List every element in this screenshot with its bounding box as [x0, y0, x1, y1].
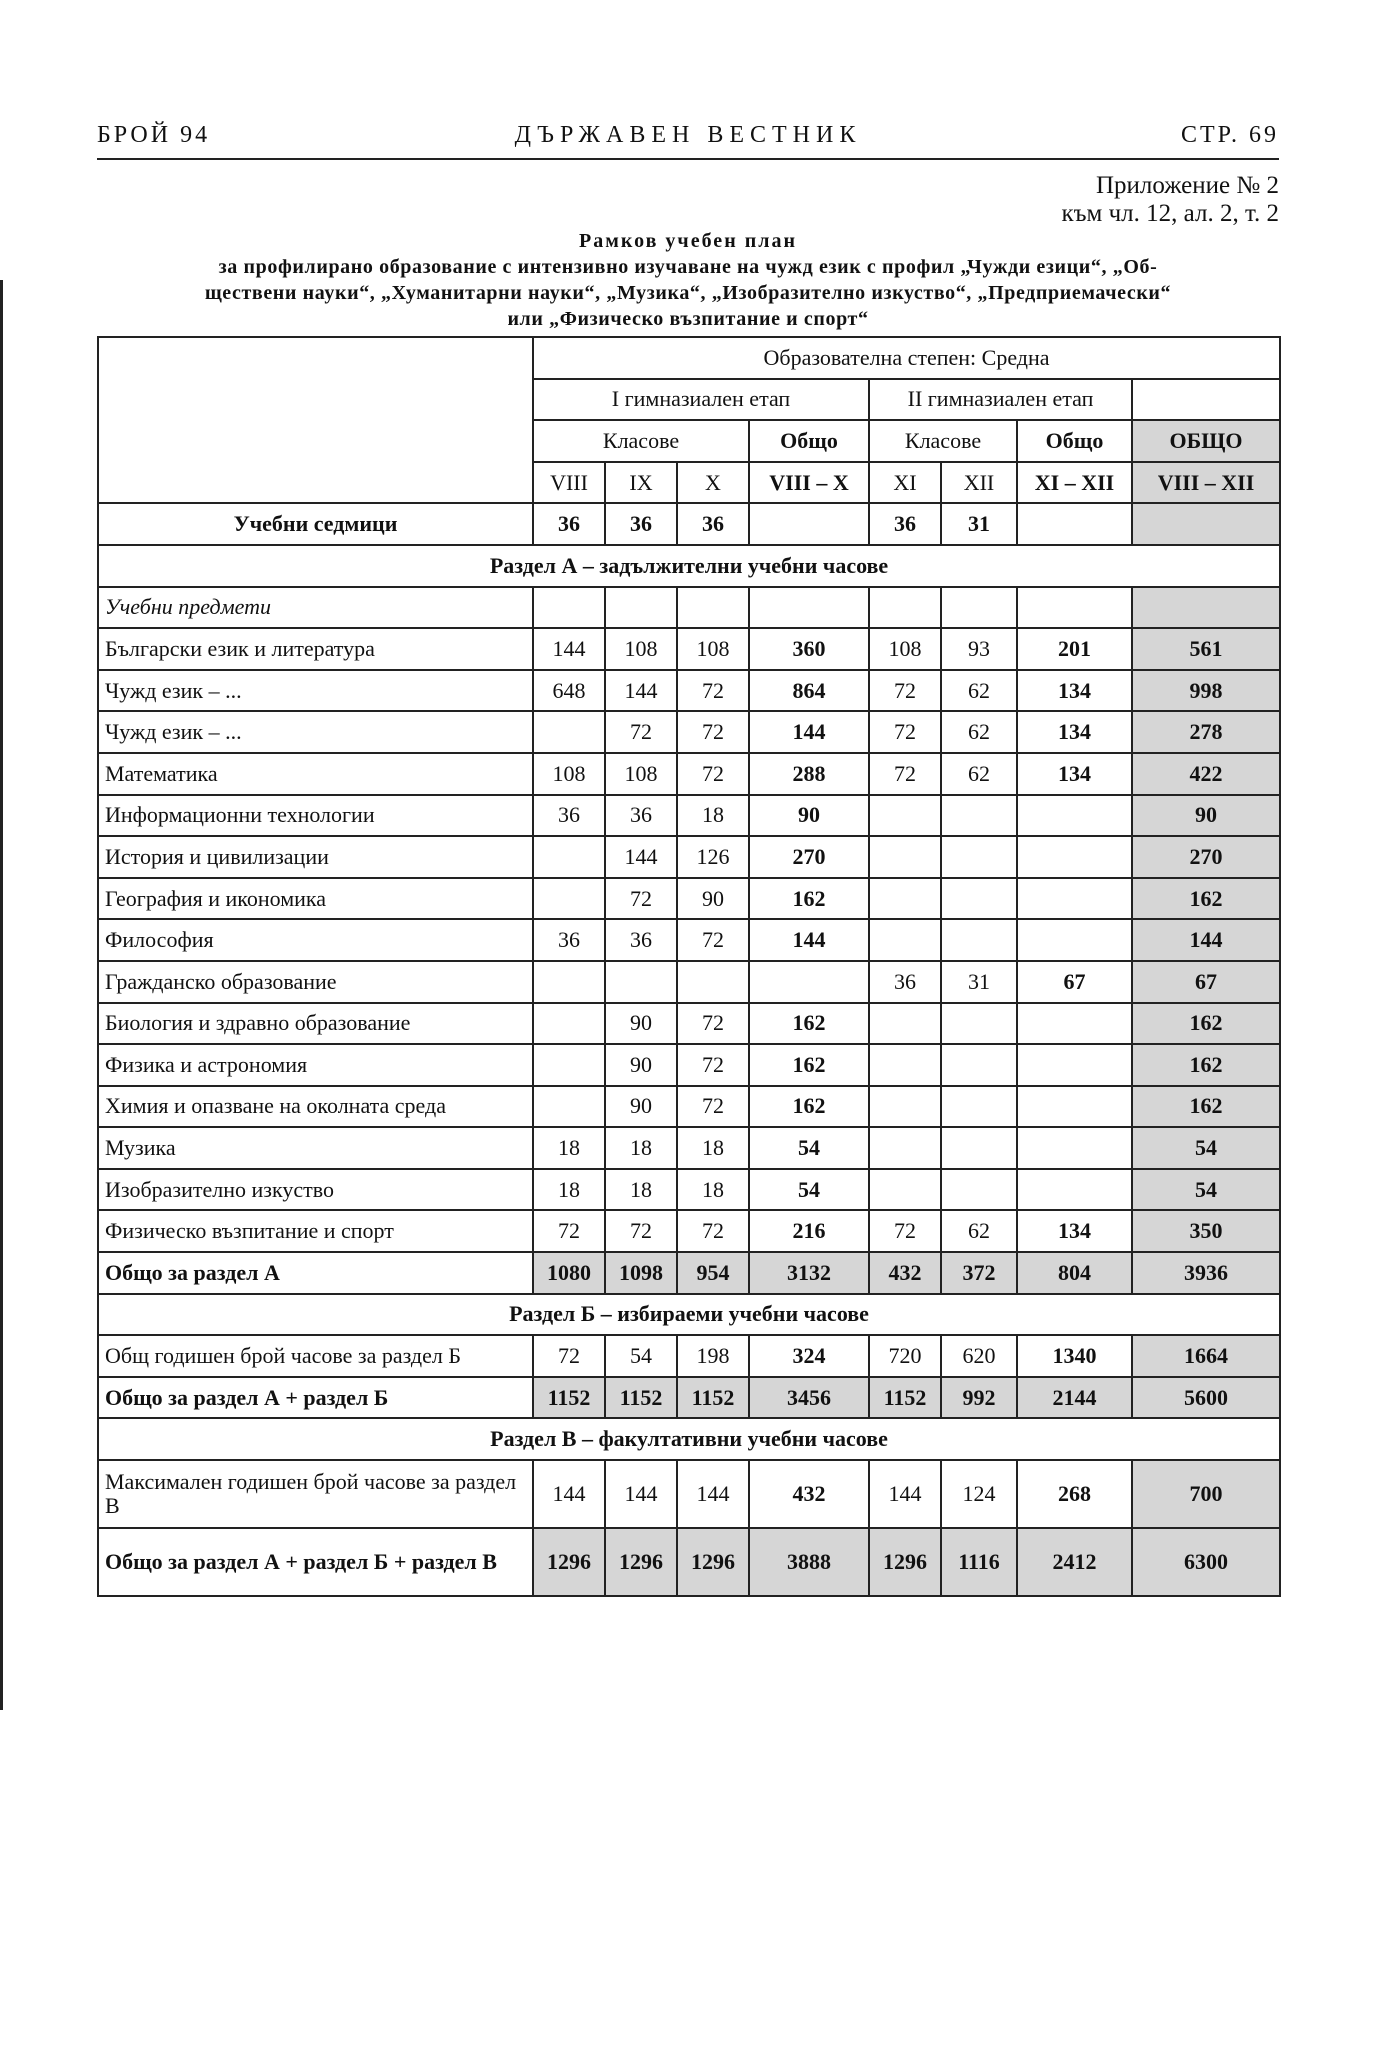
value-cell: 72 [677, 753, 749, 795]
value-cell: 3936 [1132, 1252, 1280, 1294]
value-cell: 1296 [677, 1528, 749, 1596]
row-label: Информационни технологии [98, 795, 533, 837]
value-cell: 72 [869, 670, 941, 712]
subject-row [98, 711, 1280, 753]
value-cell: 18 [677, 1169, 749, 1211]
title-line-2: ществени науки“, „Хуманитарни науки“, „Музика“, „Изобразително изкуство“, „Предприемачески“ [204, 282, 1172, 304]
value-cell [869, 1003, 941, 1045]
title-line-3: или „Физическо възпитание и спорт“ [507, 308, 869, 330]
value-cell: 36 [677, 503, 749, 545]
value-cell [533, 1044, 605, 1086]
classes-1-header: Класове [533, 420, 749, 462]
value-cell: 62 [941, 1210, 1017, 1252]
value-cell: 3888 [749, 1528, 869, 1596]
value-cell: 18 [533, 1127, 605, 1169]
value-cell: 162 [1132, 878, 1280, 920]
value-cell [941, 1086, 1017, 1128]
subject-row [98, 1127, 1280, 1169]
value-cell: 162 [749, 1044, 869, 1086]
classes-2-header: Класове [869, 420, 1017, 462]
row-label: Чужд език – ... [98, 670, 533, 712]
value-cell: 134 [1017, 753, 1132, 795]
value-cell: 134 [1017, 1210, 1132, 1252]
total-section-abv-row [98, 1528, 1280, 1596]
value-cell [533, 878, 605, 920]
value-cell [941, 878, 1017, 920]
value-cell: 62 [941, 670, 1017, 712]
row-label: Изобразително изкуство [98, 1169, 533, 1211]
value-cell: 198 [677, 1335, 749, 1377]
value-cell: 288 [749, 753, 869, 795]
value-cell [941, 1003, 1017, 1045]
value-cell: 72 [533, 1335, 605, 1377]
title-main: Рамков учебен план [579, 230, 797, 252]
value-cell: 5600 [1132, 1377, 1280, 1419]
row-label: Общ годишен брой часове за раздел Б [98, 1335, 533, 1377]
subject-row [98, 628, 1280, 670]
value-cell: 31 [941, 503, 1017, 545]
value-cell: 36 [533, 795, 605, 837]
value-cell: 162 [749, 878, 869, 920]
document-title [97, 228, 1279, 332]
subject-row [98, 753, 1280, 795]
value-cell: 270 [1132, 836, 1280, 878]
value-cell: 620 [941, 1335, 1017, 1377]
value-cell: 1296 [533, 1528, 605, 1596]
issue-number: БРОЙ 94 [97, 122, 211, 148]
stage-blank-cell [1132, 379, 1280, 421]
section-b-heading-row [98, 1294, 1280, 1336]
subject-row [98, 836, 1280, 878]
value-cell [869, 1127, 941, 1169]
value-cell: 2412 [1017, 1528, 1132, 1596]
value-cell: 720 [869, 1335, 941, 1377]
section-heading: Раздел В – факултативни учебни часове [98, 1418, 1280, 1460]
subject-row [98, 961, 1280, 1003]
value-cell: 1152 [869, 1377, 941, 1419]
value-cell: 54 [749, 1169, 869, 1211]
value-cell [533, 961, 605, 1003]
value-cell: 72 [869, 711, 941, 753]
value-cell: 67 [1017, 961, 1132, 1003]
subject-row [98, 878, 1280, 920]
value-cell: 72 [677, 670, 749, 712]
empty-cell [749, 587, 869, 629]
subject-row [98, 1086, 1280, 1128]
value-cell: 201 [1017, 628, 1132, 670]
row-label: Биология и здравно образование [98, 1003, 533, 1045]
grade-column-header: XI – XII [1017, 462, 1132, 504]
value-cell: 804 [1017, 1252, 1132, 1294]
row-label: Физика и астрономия [98, 1044, 533, 1086]
value-cell: 144 [749, 711, 869, 753]
grade-column-header: X [677, 462, 749, 504]
page-number: СТР. 69 [1180, 122, 1279, 148]
value-cell: 1152 [677, 1377, 749, 1419]
grade-column-header: XI [869, 462, 941, 504]
grade-column-header: VIII – X [749, 462, 869, 504]
row-label: Общо за раздел А [98, 1252, 533, 1294]
row-label: Чужд език – ... [98, 711, 533, 753]
value-cell: 144 [533, 1460, 605, 1528]
value-cell: 72 [677, 1044, 749, 1086]
value-cell [941, 1044, 1017, 1086]
value-cell: 72 [605, 878, 677, 920]
value-cell: 90 [605, 1003, 677, 1045]
value-cell: 144 [1132, 919, 1280, 961]
value-cell: 1098 [605, 1252, 677, 1294]
value-cell [1017, 1044, 1132, 1086]
section-a-heading-row [98, 545, 1280, 587]
row-label: Философия [98, 919, 533, 961]
value-cell: 954 [677, 1252, 749, 1294]
value-cell: 36 [869, 961, 941, 1003]
subject-row [98, 1003, 1280, 1045]
subject-row [98, 1210, 1280, 1252]
value-cell: 360 [749, 628, 869, 670]
value-cell: 93 [941, 628, 1017, 670]
value-cell: 18 [533, 1169, 605, 1211]
value-cell: 144 [605, 1460, 677, 1528]
row-label: Учебни седмици [98, 503, 533, 545]
value-cell: 324 [749, 1335, 869, 1377]
row-label: Физическо възпитание и спорт [98, 1210, 533, 1252]
value-cell: 1296 [605, 1528, 677, 1596]
value-cell: 134 [1017, 711, 1132, 753]
value-cell [941, 1127, 1017, 1169]
weeks-row [98, 503, 1280, 545]
value-cell: 36 [605, 503, 677, 545]
value-cell: 432 [869, 1252, 941, 1294]
value-cell: 72 [677, 919, 749, 961]
value-cell [677, 961, 749, 1003]
value-cell: 6300 [1132, 1528, 1280, 1596]
value-cell: 1296 [869, 1528, 941, 1596]
empty-cell [869, 587, 941, 629]
value-cell: 90 [605, 1044, 677, 1086]
value-cell: 124 [941, 1460, 1017, 1528]
subjects-label: Учебни предмети [98, 587, 533, 629]
value-cell: 1080 [533, 1252, 605, 1294]
value-cell [1017, 919, 1132, 961]
total-1-header: Общо [749, 420, 869, 462]
value-cell: 108 [869, 628, 941, 670]
value-cell: 162 [749, 1086, 869, 1128]
subject-row [98, 795, 1280, 837]
value-cell: 144 [749, 919, 869, 961]
curriculum-table [97, 336, 1281, 1597]
value-cell: 162 [1132, 1044, 1280, 1086]
value-cell: 67 [1132, 961, 1280, 1003]
value-cell: 648 [533, 670, 605, 712]
value-cell [1017, 1003, 1132, 1045]
value-cell [941, 1169, 1017, 1211]
value-cell [941, 919, 1017, 961]
empty-cell [1132, 587, 1280, 629]
section-heading: Раздел А – задължителни учебни часове [98, 545, 1280, 587]
value-cell: 36 [605, 795, 677, 837]
row-label: Български език и литература [98, 628, 533, 670]
subject-row [98, 1044, 1280, 1086]
value-cell [869, 1169, 941, 1211]
value-cell: 216 [749, 1210, 869, 1252]
value-cell: 72 [533, 1210, 605, 1252]
subjects-label-row [98, 587, 1280, 629]
row-label: Химия и опазване на околната среда [98, 1086, 533, 1128]
value-cell: 36 [533, 503, 605, 545]
value-cell: 1152 [605, 1377, 677, 1419]
value-cell: 144 [605, 836, 677, 878]
empty-cell [677, 587, 749, 629]
value-cell [869, 795, 941, 837]
degree-header: Образователна степен: Средна [533, 337, 1280, 379]
value-cell: 90 [749, 795, 869, 837]
value-cell: 54 [1132, 1169, 1280, 1211]
journal-title: ДЪРЖАВЕН ВЕСТНИК [514, 122, 862, 148]
value-cell: 162 [1132, 1003, 1280, 1045]
value-cell: 18 [605, 1127, 677, 1169]
row-label: Максимален годишен брой часове за раздел В [98, 1460, 533, 1528]
row-label: Общо за раздел А + раздел Б + раздел В [98, 1528, 533, 1596]
value-cell: 3132 [749, 1252, 869, 1294]
value-cell [1017, 878, 1132, 920]
value-cell: 144 [677, 1460, 749, 1528]
empty-cell [533, 587, 605, 629]
value-cell: 372 [941, 1252, 1017, 1294]
value-cell [533, 1086, 605, 1128]
value-cell [1017, 1169, 1132, 1211]
value-cell: 72 [869, 1210, 941, 1252]
value-cell [533, 836, 605, 878]
value-cell: 108 [677, 628, 749, 670]
empty-cell [941, 587, 1017, 629]
annex-line-2: към чл. 12, ал. 2, т. 2 [1061, 200, 1279, 227]
title-line-1: за профилирано образование с интензивно изучаване на чужд език с профил „Чужди езици“, „Об- [218, 256, 1158, 278]
value-cell [749, 503, 869, 545]
value-cell [1017, 1086, 1132, 1128]
value-cell [941, 836, 1017, 878]
row-label: География и икономика [98, 878, 533, 920]
value-cell: 72 [677, 1210, 749, 1252]
row-label: Математика [98, 753, 533, 795]
value-cell: 422 [1132, 753, 1280, 795]
value-cell: 700 [1132, 1460, 1280, 1528]
value-cell: 992 [941, 1377, 1017, 1419]
value-cell: 350 [1132, 1210, 1280, 1252]
value-cell [533, 1003, 605, 1045]
value-cell: 270 [749, 836, 869, 878]
value-cell: 134 [1017, 670, 1132, 712]
value-cell: 268 [1017, 1460, 1132, 1528]
value-cell: 144 [533, 628, 605, 670]
value-cell [869, 1044, 941, 1086]
row-label: Общо за раздел А + раздел Б [98, 1377, 533, 1419]
grade-column-header: IX [605, 462, 677, 504]
value-cell: 72 [677, 711, 749, 753]
margin-rule [0, 280, 3, 1710]
value-cell [869, 919, 941, 961]
row-label: История и цивилизации [98, 836, 533, 878]
value-cell: 72 [677, 1003, 749, 1045]
value-cell: 108 [605, 753, 677, 795]
value-cell: 36 [869, 503, 941, 545]
value-cell [869, 1086, 941, 1128]
value-cell: 561 [1132, 628, 1280, 670]
value-cell: 1152 [533, 1377, 605, 1419]
value-cell: 72 [869, 753, 941, 795]
subject-row [98, 670, 1280, 712]
value-cell: 18 [677, 1127, 749, 1169]
section-heading: Раздел Б – избираеми учебни часове [98, 1294, 1280, 1336]
value-cell: 162 [749, 1003, 869, 1045]
value-cell: 62 [941, 711, 1017, 753]
value-cell: 1340 [1017, 1335, 1132, 1377]
row-label: Музика [98, 1127, 533, 1169]
value-cell [1017, 1127, 1132, 1169]
value-cell: 432 [749, 1460, 869, 1528]
value-cell: 36 [533, 919, 605, 961]
empty-cell [1017, 587, 1132, 629]
section-v-heading-row [98, 1418, 1280, 1460]
value-cell: 90 [1132, 795, 1280, 837]
value-cell: 144 [605, 670, 677, 712]
value-cell: 998 [1132, 670, 1280, 712]
value-cell: 31 [941, 961, 1017, 1003]
value-cell: 18 [677, 795, 749, 837]
value-cell: 72 [677, 1086, 749, 1128]
total-2-header: Общо [1017, 420, 1132, 462]
header-corner-cell [98, 337, 533, 503]
subject-row [98, 1169, 1280, 1211]
section-v-hours-row [98, 1460, 1280, 1528]
stage-2-header: II гимназиален етап [869, 379, 1132, 421]
value-cell: 278 [1132, 711, 1280, 753]
value-cell [533, 711, 605, 753]
annex-reference [1061, 172, 1279, 228]
grand-total-header: ОБЩО [1132, 420, 1280, 462]
value-cell [1017, 503, 1132, 545]
value-cell [605, 961, 677, 1003]
page-header [97, 118, 1279, 160]
subject-row [98, 919, 1280, 961]
value-cell [1132, 503, 1280, 545]
value-cell: 18 [605, 1169, 677, 1211]
value-cell: 108 [533, 753, 605, 795]
value-cell: 1116 [941, 1528, 1017, 1596]
value-cell: 90 [605, 1086, 677, 1128]
value-cell: 54 [605, 1335, 677, 1377]
grade-column-header: VIII – XII [1132, 462, 1280, 504]
empty-cell [605, 587, 677, 629]
value-cell [749, 961, 869, 1003]
value-cell: 54 [1132, 1127, 1280, 1169]
annex-line-1: Приложение № 2 [1095, 172, 1279, 199]
value-cell [1017, 795, 1132, 837]
value-cell: 90 [677, 878, 749, 920]
value-cell: 36 [605, 919, 677, 961]
value-cell: 54 [749, 1127, 869, 1169]
value-cell: 162 [1132, 1086, 1280, 1128]
value-cell: 62 [941, 753, 1017, 795]
total-section-ab-row [98, 1377, 1280, 1419]
value-cell [941, 795, 1017, 837]
value-cell: 1664 [1132, 1335, 1280, 1377]
value-cell: 2144 [1017, 1377, 1132, 1419]
value-cell: 126 [677, 836, 749, 878]
value-cell: 108 [605, 628, 677, 670]
grade-column-header: XII [941, 462, 1017, 504]
value-cell: 72 [605, 711, 677, 753]
value-cell: 3456 [749, 1377, 869, 1419]
row-label: Гражданско образование [98, 961, 533, 1003]
stage-1-header: I гимназиален етап [533, 379, 869, 421]
value-cell [869, 836, 941, 878]
total-section-a-row [98, 1252, 1280, 1294]
section-b-hours-row [98, 1335, 1280, 1377]
value-cell [869, 878, 941, 920]
value-cell [1017, 836, 1132, 878]
value-cell: 864 [749, 670, 869, 712]
value-cell: 144 [869, 1460, 941, 1528]
value-cell: 72 [605, 1210, 677, 1252]
grade-column-header: VIII [533, 462, 605, 504]
